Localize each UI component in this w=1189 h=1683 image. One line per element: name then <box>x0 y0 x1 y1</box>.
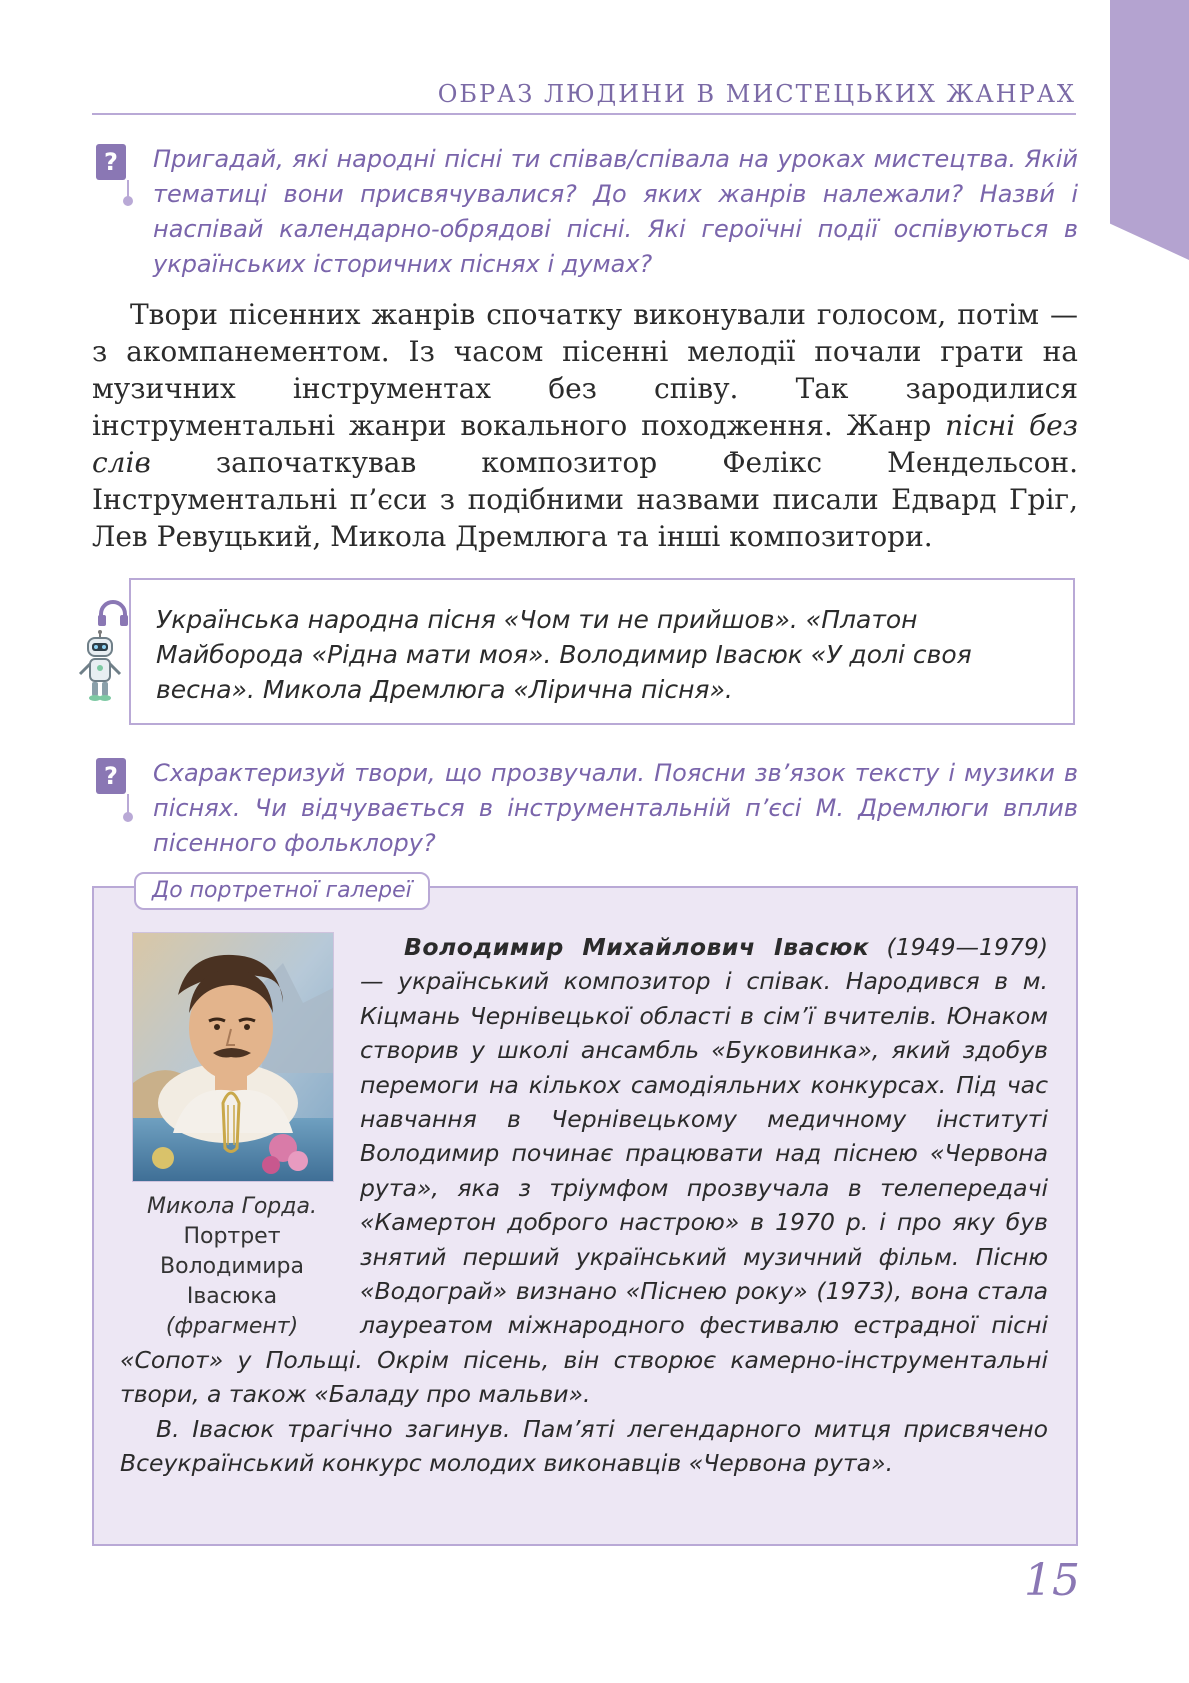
biography-name: Володимир Михайлович Івасюк <box>404 933 870 961</box>
listening-text: Українська народна пісня «Чом ти не прийшов». «Платон Майборода «Рідна мати моя». Володимир Івасюк «У долі своя весна». Микола Дремлюга «Лірична пісня». <box>156 605 972 704</box>
headphones-icon <box>97 600 129 626</box>
biography-float-spacer <box>120 930 360 1342</box>
chapter-corner-tab <box>1110 0 1189 260</box>
robot-icon <box>72 630 128 702</box>
caption-line-3: Івасюка <box>186 1284 278 1309</box>
portrait-gallery-tag: До портретної галереї <box>134 872 430 910</box>
question-mark-icon: ? <box>96 144 126 180</box>
question-stem <box>127 180 129 202</box>
body-paragraph <box>92 296 1078 555</box>
question-stem <box>127 794 129 818</box>
question-2-text: Схарактеризуй твори, що прозвучали. Поясни зв’язок тексту і музики в піснях. Чи відчувається в інструментальній п’єсі М. Дремлюги вплив пісенного фольклору? <box>153 759 1078 857</box>
biography-text-1: (1949—1979) — український композитор і співак. Народився в м. Кіцмань Чернівецької області в сім’ї вчителів. Юнаком створив у школі ансамбль «Буковинка», який здобув перемоги на кількох самодіяльних конкурсах. Під час навчання в Чернівецькому медичному інституті Володимир починає працювати над піснею «Червона рута», яка з тріумфом прозвучала в телепередачі «Камертон доброго настрою» в 1970 р. і про яку був знятий перший український музичний фільм. Пісню «Водограй» визнано «Піснею року» (1973), вона стала лауреатом міжнародного фестивалю естрадної пісні «Сопот» у Польщі. Окрім пісень, він створює камерно-інструментальні твори, а також «Баладу про мальви». <box>120 933 1049 1409</box>
question-1-text: Пригадай, які народні пісні ти співав/співала на уроках мистецтва. Якій тематиці вони присвячувалися? До яких жанрів належали? Назви́ і наспівай календарно-обрядові пісні. Які героїчні події оспівуються в українських історичних піснях і думах? <box>153 145 1078 278</box>
caption-line-2: Володимира <box>160 1254 304 1279</box>
caption-line-1: Портрет <box>183 1224 281 1249</box>
question-mark-icon: ? <box>96 758 126 794</box>
header-rule <box>92 113 1076 115</box>
body-text-part1: Твори пісенних жанрів спочатку виконували голосом, потім — з акомпанементом. Із часом пісенні мелодії почали грати на музичних інструментах без співу. Так зародилися інструментальні жанри вокального походження. Жанр <box>92 298 1078 442</box>
caption-note: (фрагмент) <box>165 1314 299 1339</box>
body-text-italic: пісні без слів <box>92 409 1078 479</box>
biography <box>120 930 1048 1481</box>
page-number: 15 <box>1024 1555 1080 1606</box>
running-header: ОБРАЗ ЛЮДИНИ В МИСТЕЦЬКИХ ЖАНРАХ <box>437 80 1076 108</box>
caption-author: Микола Горда. <box>147 1194 317 1219</box>
biography-paragraph-2: В. Івасюк трагічно загинув. Пам’яті легендарного митця присвячено Всеукраїнський конкурс молодих виконавців «Червона рута». <box>120 1414 1048 1478</box>
body-text-part2: започаткував композитор Фелікс Мендельсон. Інструментальні п’єси з подібними назвами писали Едвард Гріг, Лев Ревуцький, Микола Дремлюга та інші композитори. <box>92 446 1078 553</box>
